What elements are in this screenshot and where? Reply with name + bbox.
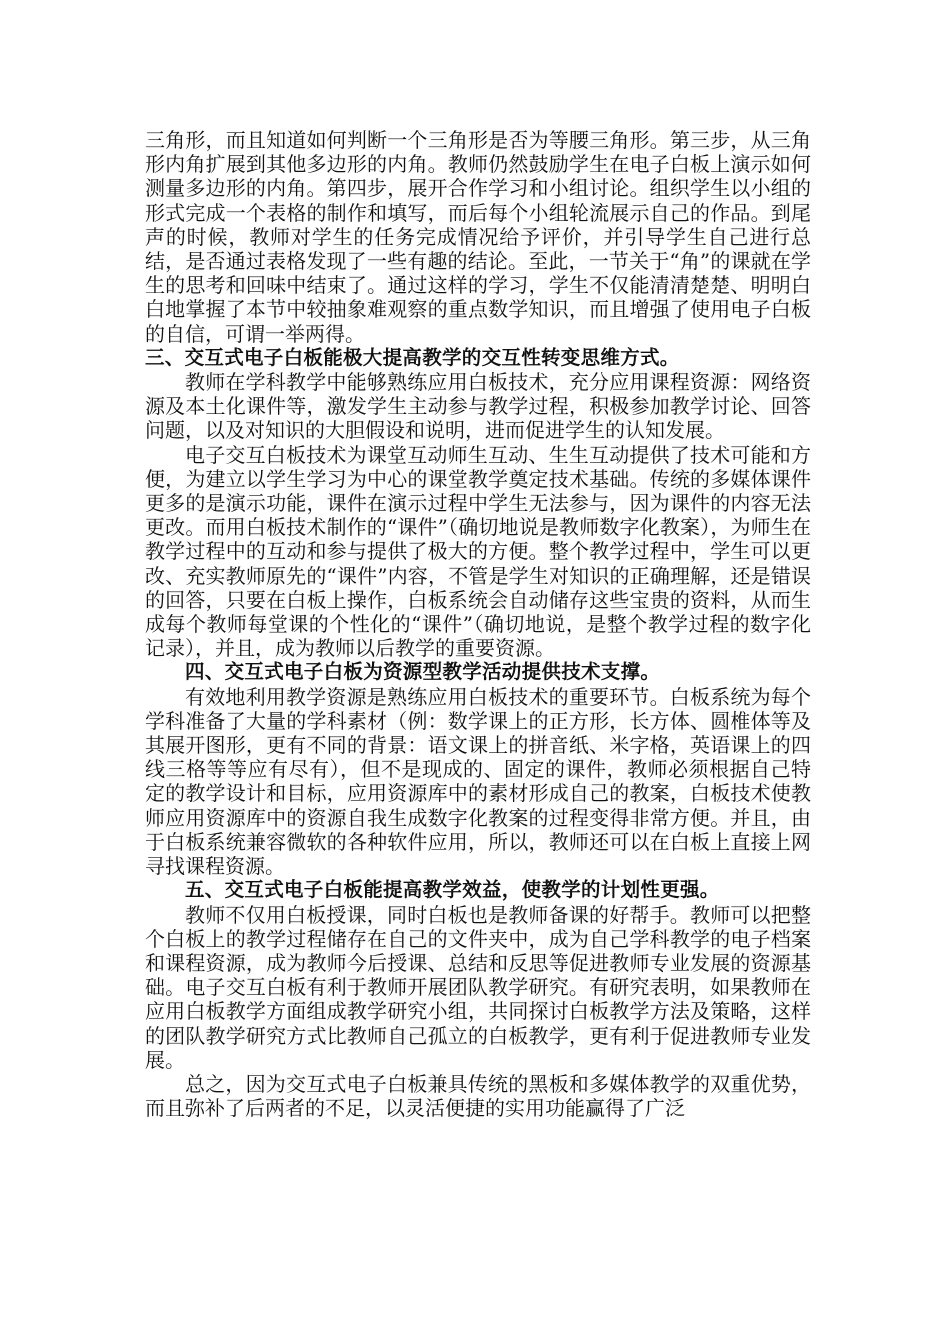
- section-3-paragraph-2: 电子交互白板技术为课堂互动师生互动、生生互动提供了技术可能和方便，为建立以学生学习为中心的课堂教学奠定技术基础。传统的多媒体课件更多的是演示功能，课件在演示过程中学生无法参与，因为课件的内容无法更改。而用白板技术制作的“课件”（确切地说是教师数字化教案），为师生在教学过程中的互动和参与提供了极大的方便。整个教学过程中，学生可以更改、充实教师原先的“课件”内容，不管是学生对知识的正确理解，还是错误的回答，只要在白板上操作，白板系统会自动储存这些宝贵的资料，从而生成每个教师每堂课的个性化的“课件”（确切地说，是整个教学过程的数字化记录），并且，成为教师以后教学的重要资源。: [145, 442, 811, 661]
- section-5-paragraph-2: 总之，因为交互式电子白板兼具传统的黑板和多媒体教学的双重优势，而且弥补了后两者的不足，以灵活便捷的实用功能赢得了广泛: [145, 1071, 811, 1121]
- continued-paragraph: 三角形，而且知道如何判断一个三角形是否为等腰三角形。第三步，从三角形内角扩展到其他多边形的内角。教师仍然鼓励学生在电子白板上演示如何测量多边形的内角。第四步，展开合作学习和小组讨论。组织学生以小组的形式完成一个表格的制作和填写，而后每个小组轮流展示自己的作品。到尾声的时候，教师对学生的任务完成情况给予评价，并引导学生自己进行总结，是否通过表格发现了一些有趣的结论。至此，一节关于“角”的课就在学生的思考和回味中结束了。通过这样的学习，学生不仅能清清楚楚、明明白白地掌握了本节中较抽象难观察的重点数学知识，而且增强了使用电子白板的自信，可谓一举两得。: [145, 128, 811, 346]
- section-4-paragraph-1: 有效地利用教学资源是熟练应用白板技术的重要环节。白板系统为每个学科准备了大量的学科素材（例：数学课上的正方形，长方体、圆椎体等及其展开图形，更有不同的背景：语文课上的拼音纸、米字格，英语课上的四线三格等等应有尽有），但不是现成的、固定的课件，教师必须根据自己特定的教学设计和目标，应用资源库中的素材形成自己的教案，白板技术使教师应用资源库中的资源自我生成数字化教案的过程变得非常方便。并且，由于白板系统兼容微软的各种软件应用，所以，教师还可以在白板上直接上网寻找课程资源。: [145, 684, 811, 879]
- section-3-paragraph-1: 教师在学科教学中能够熟练应用白板技术，充分应用课程资源：网络资源及本土化课件等，激发学生主动参与教学过程，积极参加教学讨论、回答问题，以及对知识的大胆假设和说明，进而促进学生的认知发展。: [145, 370, 811, 443]
- section-5-heading: 五、交互式电子白板能提高教学效益，使教学的计划性更强。: [185, 878, 720, 902]
- section-4-heading: 四、交互式电子白板为资源型教学活动提供技术支撑。: [185, 660, 661, 684]
- section-5-paragraph-1: 教师不仅用白板授课，同时白板也是教师备课的好帮手。教师可以把整个白板上的教学过程储存在自己的文件夹中，成为自己学科教学的电子档案和课程资源，成为教师今后授课、总结和反思等促进教师专业发展的资源基础。电子交互白板有利于教师开展团队教学研究。有研究表明，如果教师在应用白板教学方面组成教学研究小组，共同探讨白板教学方法及策略，这样的团队教学研究方式比教师自己孤立的白板教学，更有利于促进教师专业发展。: [145, 902, 811, 1072]
- document-page: [145, 128, 811, 1120]
- section-3-heading: 三、交互式电子白板能极大提高教学的交互性转变思维方式。: [145, 345, 680, 369]
